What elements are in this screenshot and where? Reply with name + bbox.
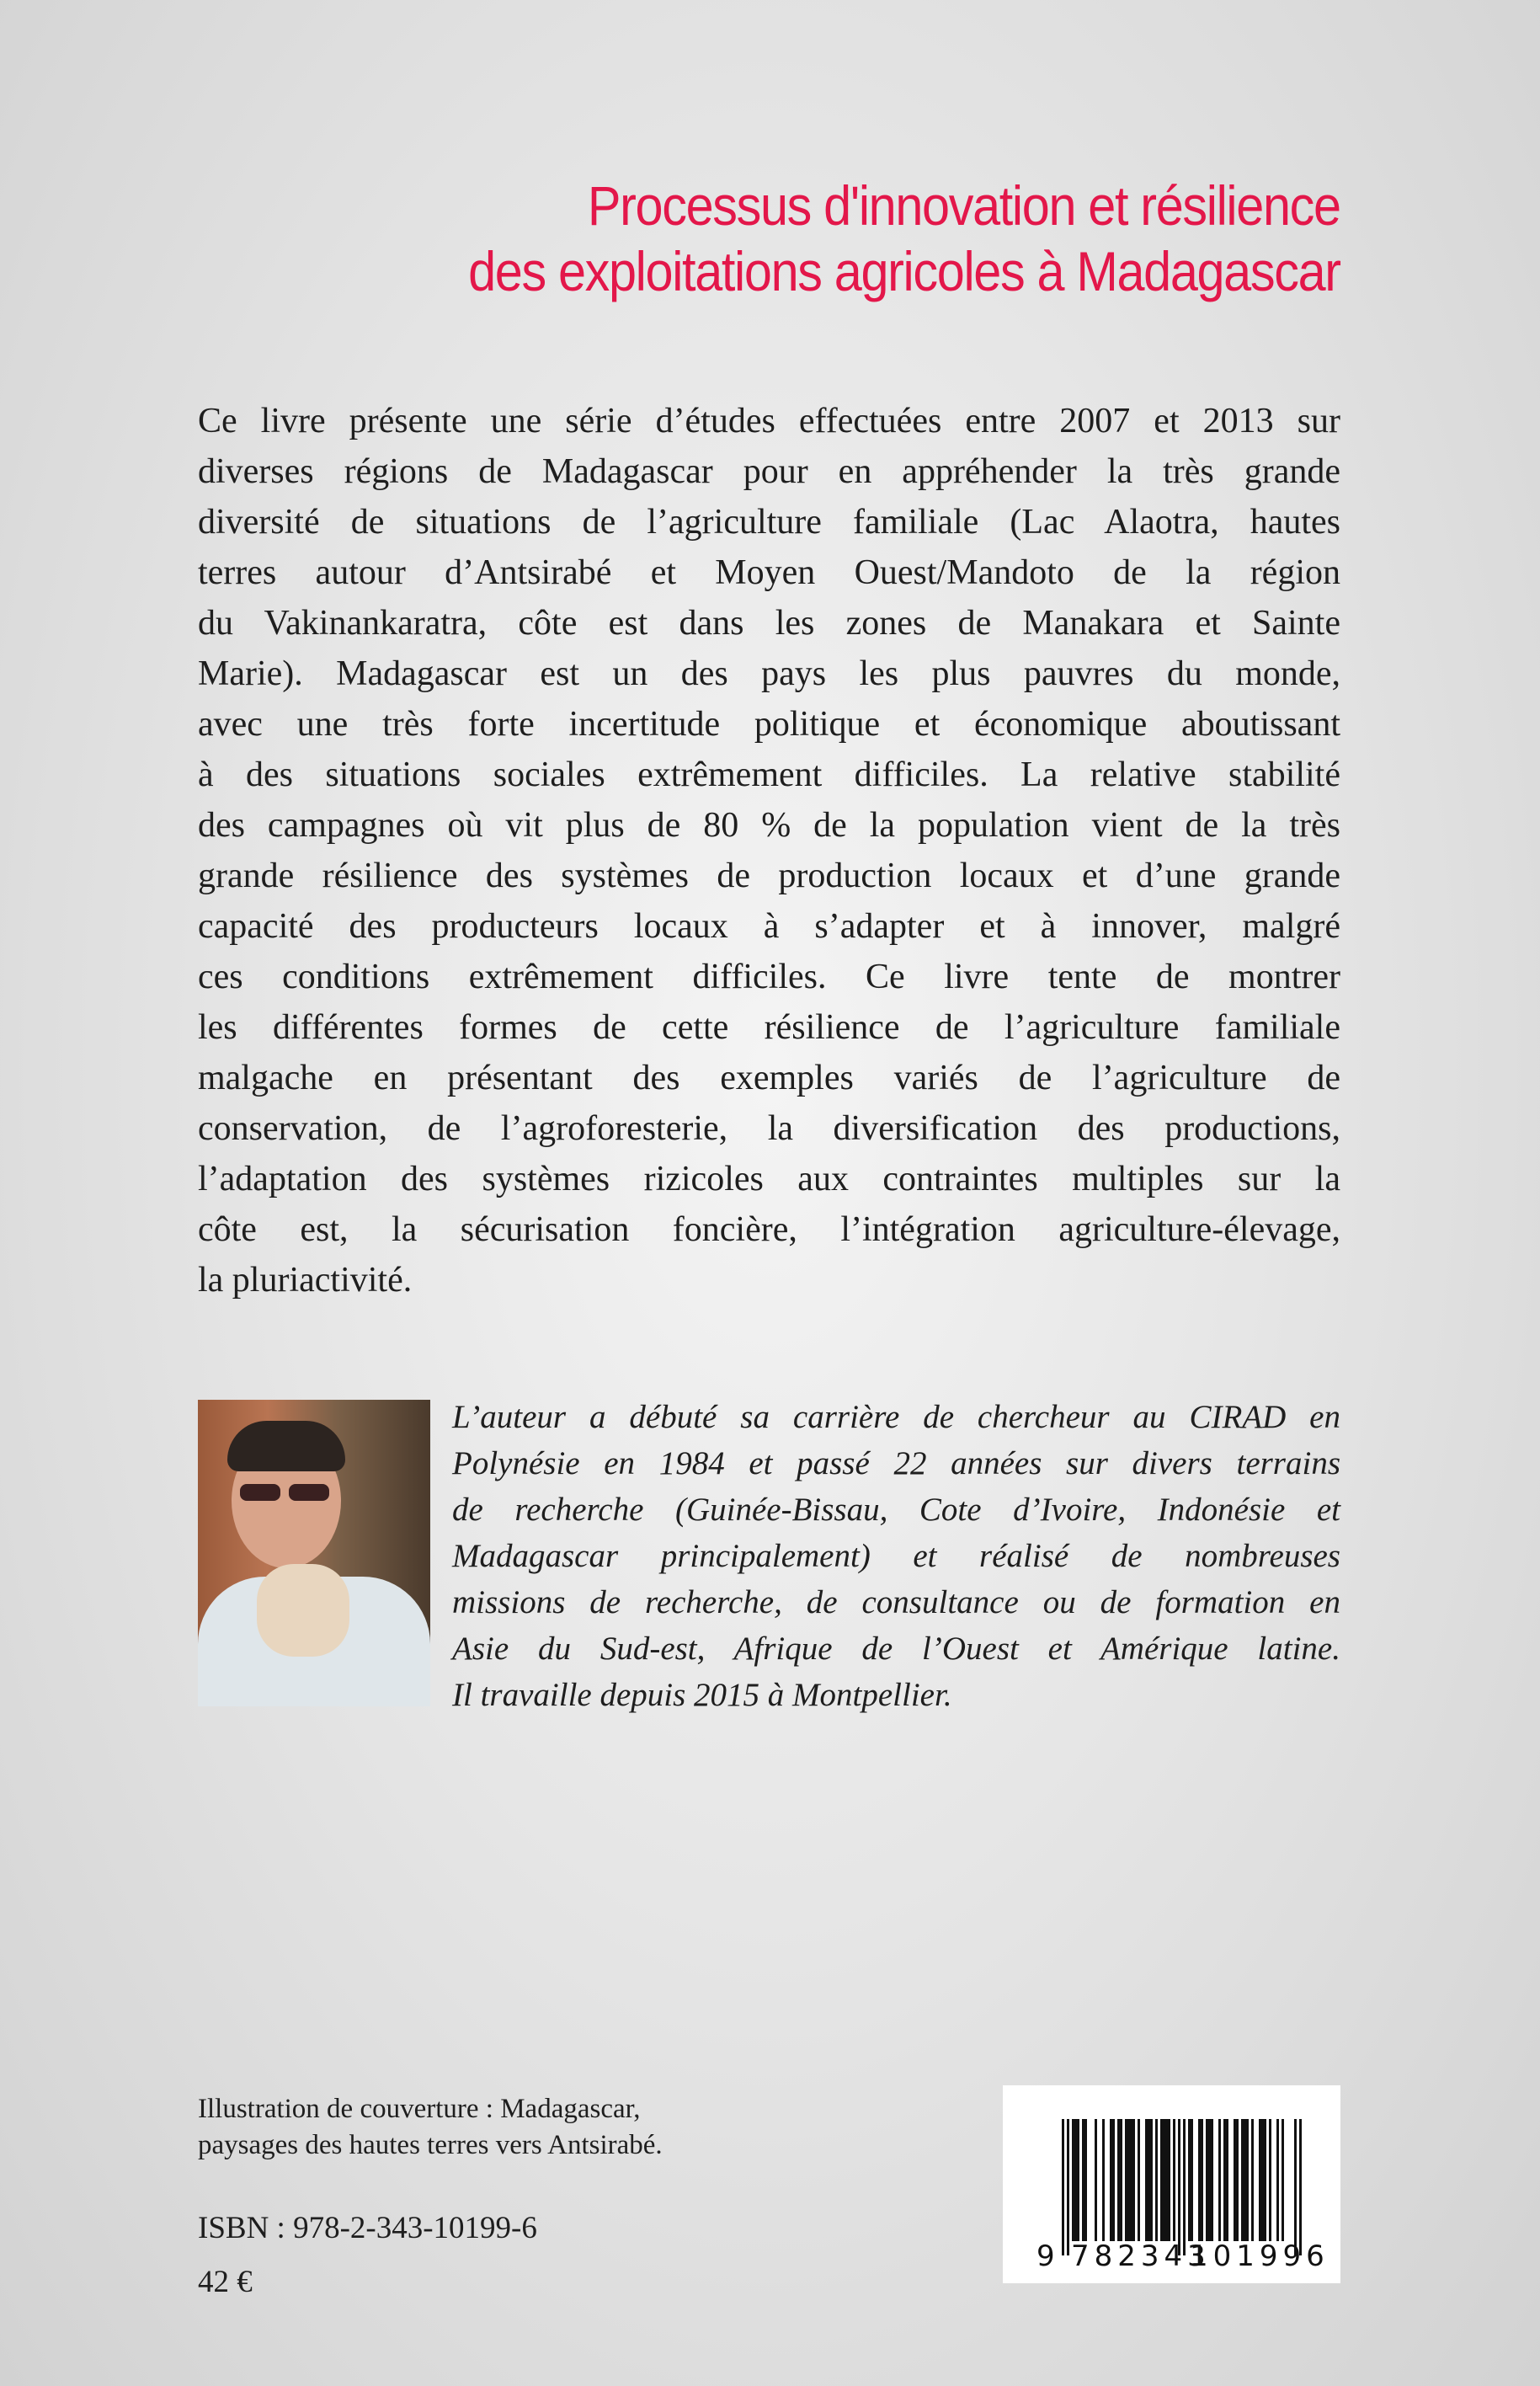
barcode-bar [1282, 2119, 1284, 2241]
text-line: capacité des producteurs locaux à s’adapter et à innover, malgré [198, 907, 1340, 946]
barcode-bar [1201, 2119, 1203, 2241]
barcode [1003, 2085, 1340, 2283]
barcode-bar [1110, 2119, 1112, 2241]
barcode-bar [1211, 2119, 1213, 2241]
text-line: avec une très forte incertitude politique et économique aboutissant [198, 705, 1340, 744]
barcode-bar [1132, 2119, 1135, 2241]
barcode-bar [1117, 2119, 1120, 2241]
text-line: les différentes formes de cette résilience de l’agriculture familiale [198, 1008, 1340, 1047]
text-line: diverses régions de Madagascar pour en appréhender la très grande [198, 452, 1340, 491]
text-line: ces conditions extrêmement difficiles. Ce livre tente de montrer [198, 958, 1340, 996]
title-line: Processus d'innovation et résilience [588, 174, 1340, 237]
barcode-bar [1130, 2119, 1132, 2241]
barcode-bar [1095, 2119, 1097, 2241]
book-title [468, 173, 1340, 304]
barcode-bar [1234, 2119, 1236, 2241]
barcode-bar [1082, 2119, 1084, 2241]
barcode-bar [1208, 2119, 1211, 2241]
barcode-bar [1145, 2119, 1148, 2241]
text-line: côte est, la sécurisation foncière, l’intégration agriculture-élevage, [198, 1210, 1340, 1249]
barcode-bar [1074, 2119, 1077, 2241]
barcode-bar [1178, 2119, 1180, 2255]
barcode-bar [1183, 2119, 1186, 2255]
barcode-bar [1299, 2119, 1302, 2255]
barcode-bar [1259, 2119, 1261, 2241]
text-line: du Vakinankaratra, côte est dans les zones de Manakara et Sainte [198, 604, 1340, 643]
barcode-bar [1062, 2119, 1064, 2255]
barcode-bar [1077, 2119, 1079, 2241]
barcode-bar [1138, 2119, 1140, 2241]
author-bio [452, 1394, 1340, 1718]
barcode-bar [1261, 2119, 1264, 2241]
isbn: ISBN : 978-2-343-10199-6 [198, 2211, 537, 2245]
barcode-bar [1163, 2119, 1165, 2241]
text-line: grande résilience des systèmes de production locaux et d’une grande [198, 857, 1340, 895]
barcode-bar [1084, 2119, 1087, 2241]
barcode-bar [1206, 2119, 1208, 2241]
barcode-bar [1067, 2119, 1069, 2255]
barcode-bar [1276, 2119, 1279, 2241]
barcode-bar [1236, 2119, 1239, 2241]
text-line: des campagnes où vit plus de 80 % de la population vient de la très [198, 806, 1340, 845]
barcode-bar [1294, 2119, 1297, 2255]
barcode-bar [1168, 2119, 1170, 2241]
text-line: Polynésie en 1984 et passé 22 années sur divers terrains [452, 1445, 1340, 1481]
text-line: Asie du Sud-est, Afrique de l’Ouest et Amérique latine. [452, 1631, 1340, 1667]
barcode-bar [1150, 2119, 1153, 2241]
barcode-digits: 9 [1036, 2239, 1060, 2273]
text-line: conservation, de l’agroforesterie, la diversification des productions, [198, 1109, 1340, 1148]
credit-line: Illustration de couverture : Madagascar, [198, 2094, 641, 2124]
barcode-bar [1102, 2119, 1105, 2241]
barcode-bar [1072, 2119, 1074, 2241]
barcode-digits: 782343 [1071, 2239, 1211, 2273]
barcode-bar [1125, 2119, 1127, 2241]
text-line: Il travaille depuis 2015 à Montpellier. [452, 1677, 952, 1713]
price: 42 € [198, 2265, 253, 2299]
barcode-bar [1264, 2119, 1266, 2241]
cover-credit [198, 2091, 663, 2164]
barcode-bar [1120, 2119, 1122, 2241]
text-line: la pluriactivité. [198, 1261, 413, 1300]
barcode-bar [1223, 2119, 1226, 2241]
barcode-bar [1241, 2119, 1244, 2241]
barcode-bar [1198, 2119, 1201, 2241]
barcode-bar [1160, 2119, 1163, 2241]
barcode-bar [1165, 2119, 1168, 2241]
title-line: des exploitations agricoles à Madagascar [468, 240, 1340, 302]
text-line: à des situations sociales extrêmement difficiles. La relative stabilité [198, 755, 1340, 794]
text-line: Madagascar principalement) et réalisé de nombreuses [452, 1538, 1340, 1574]
author-photo [198, 1400, 430, 1706]
barcode-bar [1112, 2119, 1115, 2241]
text-line: Marie). Madagascar est un des pays les plus pauvres du monde, [198, 654, 1340, 693]
text-line: diversité de situations de l’agriculture familiale (Lac Alaotra, hautes [198, 503, 1340, 542]
barcode-bar [1226, 2119, 1228, 2241]
book-summary [198, 396, 1340, 1305]
barcode-bar [1251, 2119, 1254, 2241]
barcode-bar [1218, 2119, 1221, 2241]
barcode-bar [1127, 2119, 1130, 2241]
text-line: malgache en présentant des exemples variés de l’agriculture de [198, 1059, 1340, 1097]
text-line: l’adaptation des systèmes rizicoles aux contraintes multiples sur la [198, 1160, 1340, 1198]
text-line: terres autour d’Antsirabé et Moyen Ouest/Mandoto de la région [198, 553, 1340, 592]
barcode-digits: 101996 [1190, 2239, 1330, 2273]
text-line: L’auteur a débuté sa carrière de chercheur au CIRAD en [452, 1399, 1340, 1435]
barcode-bar [1188, 2119, 1191, 2241]
barcode-bar [1246, 2119, 1249, 2241]
text-line: missions de recherche, de consultance ou de formation en [452, 1584, 1340, 1620]
text-line: Ce livre présente une série d’études effectuées entre 2007 et 2013 sur [198, 402, 1340, 440]
barcode-bar [1191, 2119, 1193, 2241]
barcode-bar [1173, 2119, 1175, 2241]
credit-line: paysages des hautes terres vers Antsirabé. [198, 2130, 663, 2160]
barcode-bar [1244, 2119, 1246, 2241]
barcode-graphic [1003, 2085, 1340, 2283]
barcode-bar [1269, 2119, 1271, 2241]
text-line: de recherche (Guinée-Bissau, Cote d’Ivoire, Indonésie et [452, 1492, 1340, 1528]
barcode-bar [1148, 2119, 1150, 2241]
barcode-bar [1155, 2119, 1158, 2241]
